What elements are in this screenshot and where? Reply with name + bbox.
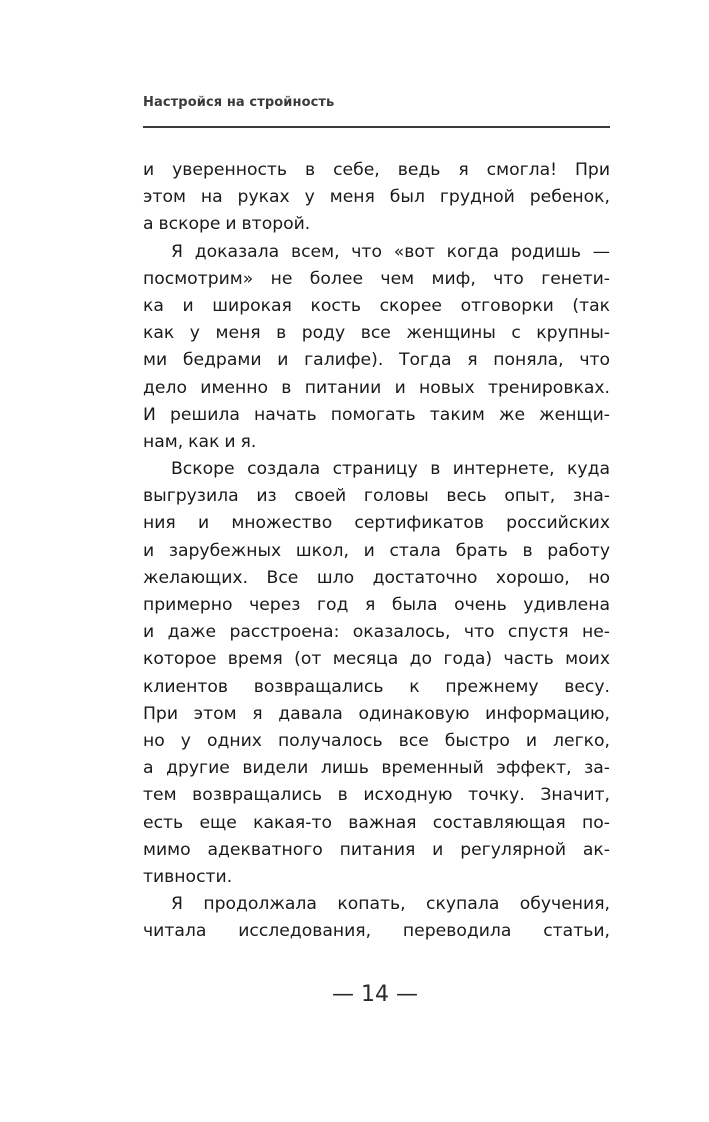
text-line: ми бедрами и галифе). Тогда я поняла, что bbox=[143, 350, 610, 371]
text-line: дело именно в питании и новых тренировках. bbox=[143, 377, 610, 398]
text-line: читала исследования, переводила статьи, bbox=[143, 921, 610, 942]
text-line: примерно через год я была очень удивлена bbox=[143, 595, 610, 615]
text-line: Я доказала всем, что «вот когда родишь — bbox=[171, 241, 610, 262]
text-line: мимо адекватного питания и регулярной ак- bbox=[143, 839, 610, 860]
text-line: этом на руках у меня был грудной ребенок, bbox=[143, 187, 610, 208]
text-line: которое время (от месяца до года) часть моих bbox=[143, 649, 610, 670]
text-line: тивности. bbox=[143, 866, 233, 887]
text-line: а другие видели лишь временный эффект, за- bbox=[143, 758, 610, 779]
page-number: — 14 — bbox=[332, 982, 418, 1007]
text-line: ния и множество сертификатов российских bbox=[143, 513, 610, 534]
text-line: и даже расстроена: оказалось, что спустя не- bbox=[143, 622, 610, 643]
text-line: Вскоре создала страницу в интернете, куда bbox=[171, 459, 610, 480]
text-line: но у одних получалось все быстро и легко, bbox=[143, 730, 610, 751]
header-rule bbox=[143, 126, 610, 128]
body-text bbox=[143, 157, 610, 945]
text-line: есть еще какая-то важная составляющая по- bbox=[143, 812, 610, 833]
text-line: а вскоре и второй. bbox=[143, 214, 311, 235]
text-line: и уверенность в себе, ведь я смогла! При bbox=[143, 160, 610, 180]
text-line: клиентов возвращались к прежнему весу. bbox=[143, 676, 610, 697]
text-line: желающих. Все шло достаточно хорошо, но bbox=[143, 567, 610, 588]
running-header: Настройся на стройность bbox=[143, 95, 335, 110]
text-line: При этом я давала одинаковую информацию, bbox=[143, 703, 610, 724]
text-line: нам, как и я. bbox=[143, 431, 257, 452]
text-line: Я продолжала копать, скупала обучения, bbox=[171, 894, 610, 915]
text-line: ка и широкая кость скорее отговорки (так bbox=[143, 295, 610, 316]
text-line: и зарубежных школ, и стала брать в работу bbox=[143, 540, 610, 561]
text-line: И решила начать помогать таким же женщи- bbox=[143, 404, 610, 425]
text-line: как у меня в роду все женщины с крупны- bbox=[143, 323, 610, 344]
text-line: выгрузила из своей головы весь опыт, зна- bbox=[143, 486, 610, 507]
text-line: посмотрим» не более чем миф, что генети- bbox=[143, 268, 610, 289]
text-line: тем возвращались в исходную точку. Значит, bbox=[143, 785, 610, 806]
